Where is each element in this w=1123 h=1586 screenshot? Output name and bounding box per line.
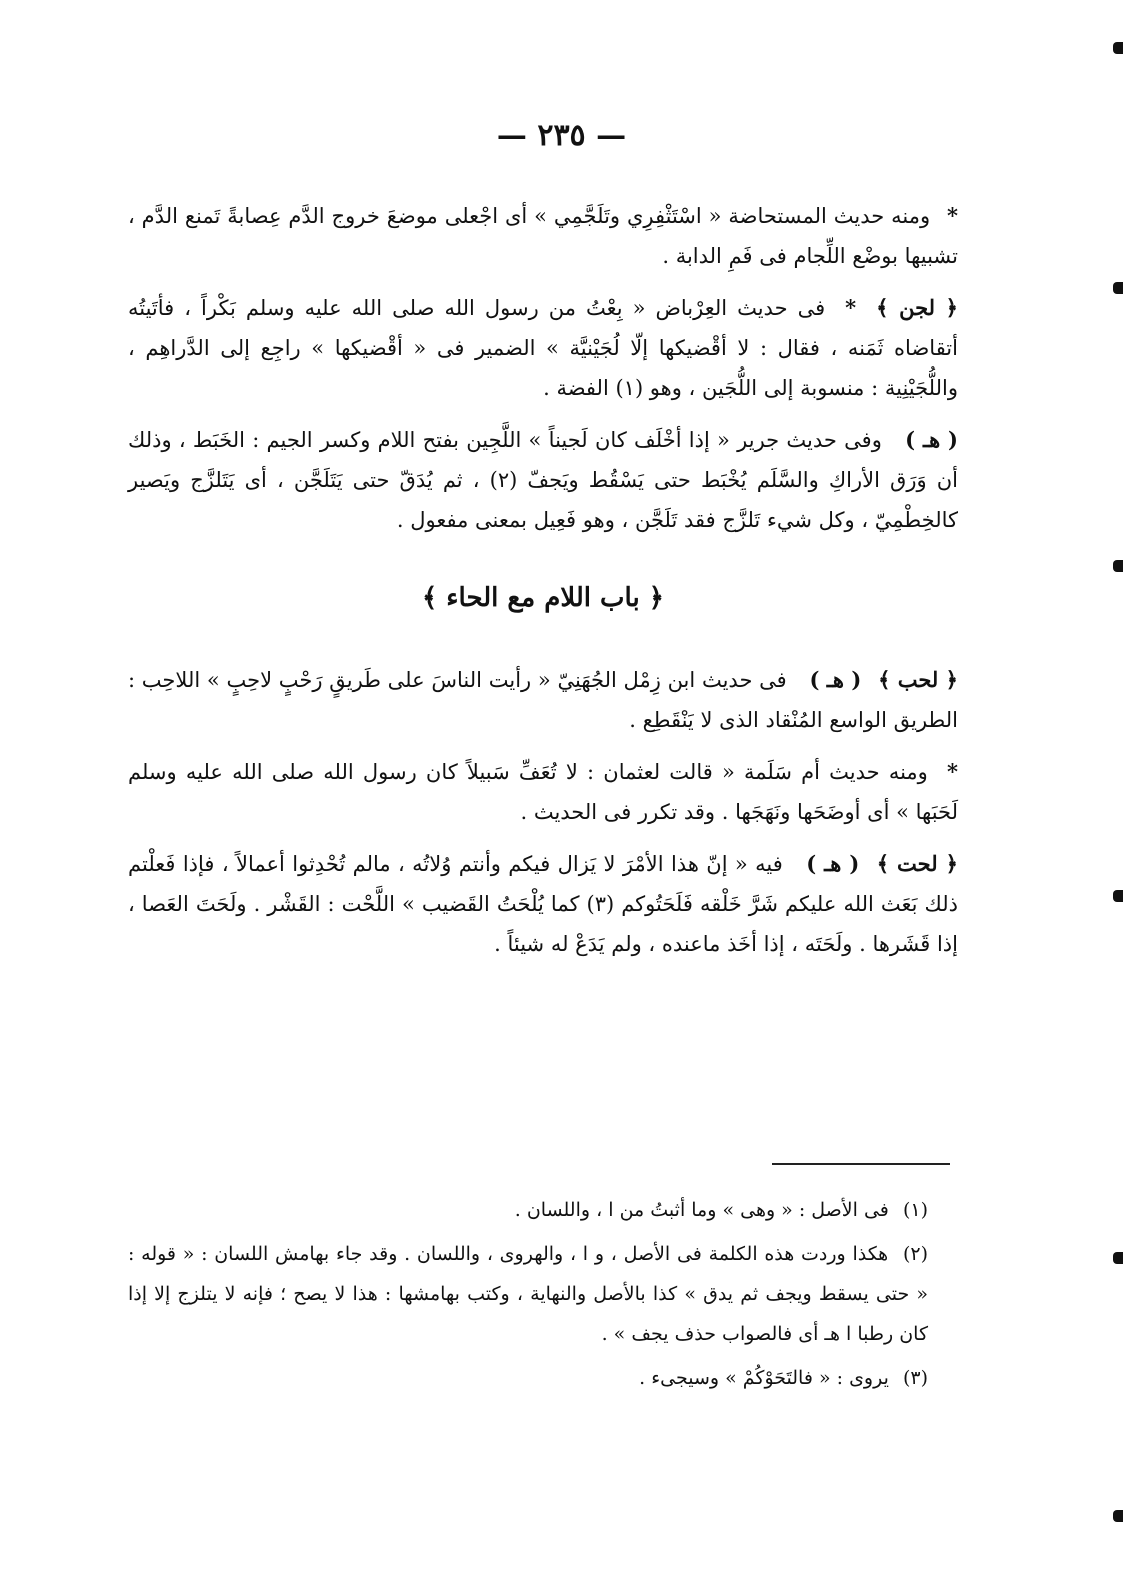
footnote-divider xyxy=(772,1163,950,1165)
main-text xyxy=(128,196,958,976)
footnote-3 xyxy=(128,1358,958,1398)
entry-keyword: ﴿ لحب ﴾ xyxy=(878,667,958,692)
scan-edge-mark xyxy=(1113,1252,1123,1264)
footnote-number: (١) xyxy=(902,1199,928,1221)
entry-lahb xyxy=(128,660,958,740)
footnote-text: هكذا وردت هذه الكلمة فى الأصل ، و ا ، والهروى ، واللسان . وقد جاء بهامش اللسان : « قوله : « حتى يسقط ويجف ثم يدق » كذا بالأصل والنهاية ، وكتب بهامشها : هذا لا يصح ؛ فإنه لا يتلزج إلا إذا كان رطبا ا هـ أى فالصواب حذف يجف » . xyxy=(128,1243,928,1345)
paragraph-text: فيه « إنّ هذا الأمْرَ لا يَزال فيكم وأنتم وُلاتُه ، مالم تُحْدِثوا أعمالاً ، فإذا فَعلْتم ذلك بَعَث الله عليكم شَرَّ خَلْقه فَلَحَتُوكم (٣) كما يُلْحَتُ القَضيب » اللَّحْت : القَشْر . ولَحَتَ العَصا ، إذا قَشَرها . ولَحَتَه ، إذا أخَذ ماعنده ، ولم يَدَعْ له شيئاً . xyxy=(128,852,958,956)
footnote-text: يروى : « فالتَحَوْكُمْ » وسيجىء . xyxy=(639,1367,889,1389)
paragraph-umm-salama xyxy=(128,752,958,832)
paragraph-text: وفى حديث جرير « إذا أخْلَف كان لَجيناً » اللَّجِين بفتح اللام وكسر الجيم : الخَبَط ، وذلك أن وَرَق الأراكِ والسَّلَم يُخْبَط حتى يَسْقُط ويَجفّ (٢) ، ثم يُدَقّ حتى يَتَلَجَّن ، أى يَتَلزَّج ويَصير كالخِطْمِيّ ، وكل شيء تَلزَّج فقد تَلَجَّن ، وهو فَعِيل بمعنى مفعول . xyxy=(128,428,958,532)
paragraph-text: ومنه حديث أم سَلَمة « قالت لعثمان : لا تُعَفِّ سَبيلاً كان رسول الله صلى الله عليه وسلم لَحَبَها » أى أوضَحَها ونَهَجَها . وقد تكرر فى الحديث . xyxy=(128,760,958,824)
scan-edge-mark xyxy=(1113,42,1123,54)
page-number: — ٢٣٥ — xyxy=(496,118,627,153)
footnote-2 xyxy=(128,1234,958,1354)
section-heading: ﴿ باب اللام مع الحاء ﴾ xyxy=(422,583,664,613)
star-bullet-icon: * xyxy=(845,295,857,320)
source-tag: ( هـ ) xyxy=(905,427,958,452)
source-tag: ( هـ ) xyxy=(809,667,862,692)
scan-edge-mark xyxy=(1113,1510,1123,1522)
entry-keyword: ﴿ لجن ﴾ xyxy=(876,295,958,320)
footnotes xyxy=(128,1190,958,1402)
paragraph-istihada xyxy=(128,196,958,276)
paragraph-text: فى حديث العِرْباض « بِعْتُ من رسول الله صلى الله عليه وسلم بَكْراً ، فأتَيتُه أتقاضاه ثَمَنه ، فقال : لا أقْضيكها إلّا لُجَيْنيَّة » الضمير فى « أقْضيكها » راجِع إلى الدَّراهِم ، واللُّجَيْنِية : منسوبة إلى اللُّجَين ، وهو (١) الفضة . xyxy=(128,296,958,400)
footnote-1 xyxy=(128,1190,958,1230)
footnote-number: (٢) xyxy=(902,1243,928,1265)
entry-laht xyxy=(128,844,958,964)
star-bullet-icon: * xyxy=(947,759,958,784)
footnote-number: (٣) xyxy=(902,1367,928,1389)
star-bullet-icon: * xyxy=(947,203,958,228)
scan-edge-mark xyxy=(1113,890,1123,902)
entry-keyword: ﴿ لحت ﴾ xyxy=(876,851,958,876)
entry-lujn xyxy=(128,288,958,408)
source-tag: ( هـ ) xyxy=(806,851,860,876)
scan-edge-mark xyxy=(1113,282,1123,294)
paragraph-text: ومنه حديث المستحاضة « اسْتَثْفِرِي وتَلَجَّمِي » أى اجْعلى موضعَ خروج الدَّم عِصابةً تَمنع الدَّم ، تشبيها بوضْع اللِّجام فى فَمِ الدابة . xyxy=(128,204,958,268)
scan-edge-mark xyxy=(1113,560,1123,572)
paragraph-text: فى حديث ابن زِمْل الجُهَنِيّ « رأيت الناسَ على طَريقٍ رَحْبٍ لاحِبٍ » اللاحِب : الطريق الواسع المُنْقاد الذى لا يَنْقَطِع . xyxy=(128,668,958,732)
footnote-text: فى الأصل : « وهى » وما أثبتُ من ا ، واللسان . xyxy=(514,1199,889,1221)
paragraph-jarir xyxy=(128,420,958,540)
